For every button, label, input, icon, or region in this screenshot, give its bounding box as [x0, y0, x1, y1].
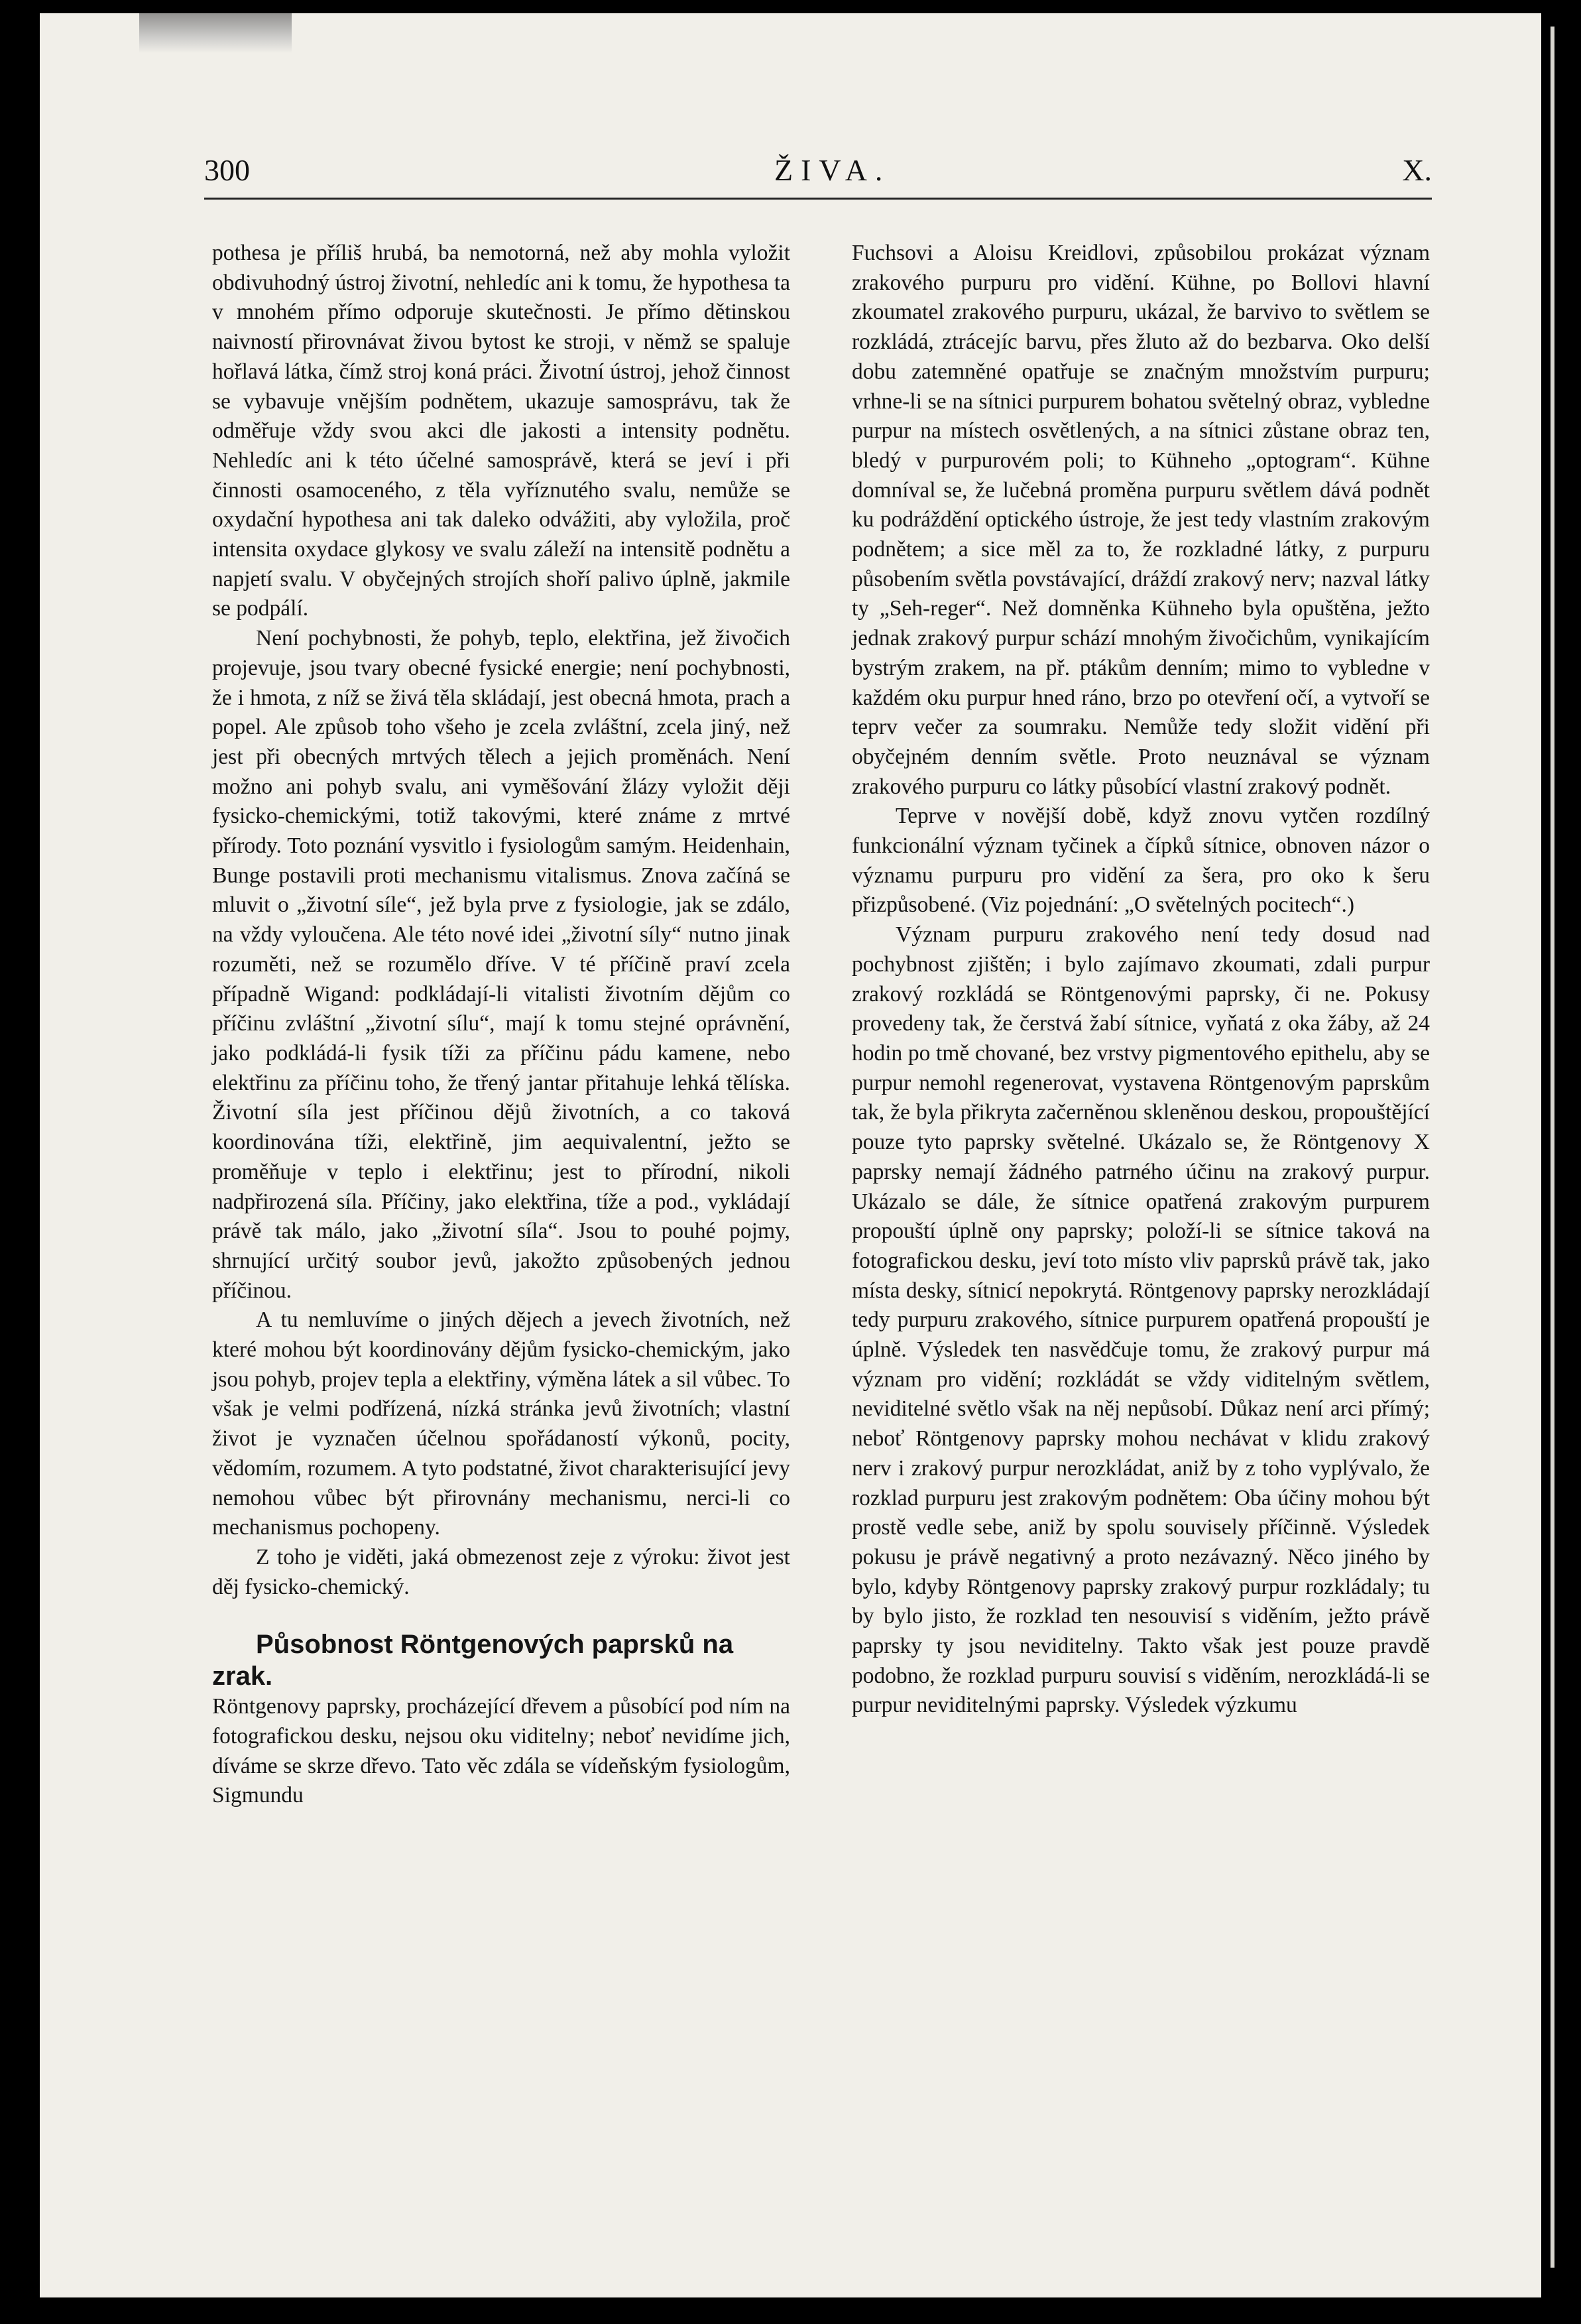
header-rule [204, 198, 1432, 200]
scan-smudge [139, 13, 292, 53]
paragraph: Teprve v novější době, když znovu vytčen rozdílný funkcionální význam tyčinek a čípků sítnice, obnoven názor o významu purpuru pro vidění za šera, pro oko k šeru přizpůsobené. (Viz pojednání: „O světelných pocitech“.) [852, 804, 1430, 918]
page-number: 300 [204, 153, 250, 187]
binding-line [1551, 27, 1554, 2268]
section-heading: Působnost Röntgenových paprsků na zrak. [212, 1630, 734, 1691]
paragraph: Röntgenovy paprsky, procházející dřevem a působící pod ním na fotografickou desku, nejsou oku viditelny; neboť nevidíme jich, díváme se skrze dřevo. Tato věc zdála se vídeňským fysiologům, Sigmundu [212, 1694, 790, 1808]
volume-number: X. [1402, 153, 1432, 187]
right-column [852, 239, 1430, 1721]
paragraph: Fuchsovi a Aloisu Kreidlovi, způsobilou prokázat význam zrakového purpuru pro vidění. Kühne, po Bollovi hlavní zkoumatel zrakového purpuru, ukázal, že barvivo to světlem se rozkládá, ztrácejíc barvu, přes žluto až do bezbarva. Oko delší dobu zatemněné opatřuje se značným množstvím purpuru; vrhne-li se na sítnici purpurem bohatou světelný obraz, vybledne purpur na místech osvětlených, a na sítnici zůstane obraz ten, bledý v purpurovém poli; to Kühneho „optogram“. Kühne domníval se, že lučebná proměna purpuru světlem dává podnět ku podráždění optického ústroje, že jest tedy vlastním zrakovým podnětem; a sice měl za to, že rozkladné látky, z purpuru působením světla povstávající, dráždí zrakový nerv; nazval látky ty „Seh-reger“. Než domněnka Kühneho byla opuštěna, ježto jednak zrakový purpur schází mnohým živočichům, vynikajícím bystrým zrakem, na př. ptákům denním; mimo to vybledne v každém oku purpur hned ráno, brzo po otevření očí, a vytvoří se teprv večer za soumraku. Nemůže tedy složit vidění při obyčejném denním světle. Proto neuznával se význam zrakového purpuru co látky působící vlastní zrakový podnět. [852, 241, 1430, 799]
running-header [204, 153, 1432, 192]
paragraph: pothesa je příliš hrubá, ba nemotorná, než aby mohla vyložit obdivuhodný ústroj životní, nehledíc ani k tomu, že hypothesa ta v mnohém přímo odporuje skutečnosti. Je přímo dětinskou naivností přirovnávat živou bytost ke stroji, v němž se spaluje hořlavá látka, čímž stroj koná práci. Životní ústroj, jehož činnost se vybavuje vnějším podnětem, ukazuje samosprávu, tak že odměřuje vždy svou akci dle jakosti a intensity podnětu. Nehledíc ani k této účelné samosprávě, která se jeví i při činnosti osamoceného, z těla vyříznutého svalu, nemůže se oxydační hypothesa ani tak daleko odvážiti, aby vyložila, proč intensita oxydace glykosy ve svalu záleží na intensitě podnětu a napjetí svalu. V obyčejných strojích shoří palivo úplně, jakmile se podpálí. [212, 241, 790, 621]
spacer [212, 1602, 790, 1628]
paragraph: A tu nemluvíme o jiných dějech a jevech životních, než které mohou být koordinovány dějům fysicko-chemickým, jako jsou pohyb, projev tepla a elektřiny, výměna látek a sil vůbec. To však je velmi podřízená, nízká stránka jevů životních; vlastní život je vyznačen účelnou spořádaností výkonů, pocity, vědomím, rozumem. A tyto podstatné, život charakterisující jevy nemohou vůbec být přirovnány mechanismu, nerci-li co mechanismus pochopeny. [212, 1308, 790, 1540]
paragraph: Není pochybnosti, že pohyb, teplo, elektřina, jež živočich projevuje, jsou tvary obecné fysické energie; není pochybnosti, že i hmota, z níž se živá těla skládají, jest obecná hmota, prach a popel. Ale způsob toho všeho je zcela zvláštní, zcela jiný, než jest při obecných mrtvých tělech a jejich proměnách. Není možno ani pohyb svalu, ani vyměšování žlázy vyložit ději fysicko-chemickými, totiž takovými, které známe z mrtvé přírody. Toto poznání vysvitlo i fysiologům samým. Heidenhain, Bunge postavili proti mechanismu vitalismus. Znova začíná se mluvit o „životní síle“, jež byla prve z fysiologie, jak se zdálo, na vždy vyloučena. Ale této nové idei „životní síly“ nutno jinak rozuměti, než se rozumělo dříve. V té příčině praví zcela případně Wigand: podkládají-li vitalisti životním dějům co příčinu zvláštní „životní sílu“, mají k tomu stejné oprávnění, jako podkládá-li fysik tíži za příčinu pádu kamene, nebo elektřinu za příčinu toho, že třený jantar přitahuje lehká tělíska. Životní síla jest příčinou dějů životních, a co taková koordinována tíži, elektřině, jim aequivalentní, ježto se proměňuje v teplo i elektřinu; jest to přírodní, nikoli nadpřirozená síla. Příčiny, jako elektřina, tíže a pod., vykládají právě tak málo, jako „životní síla“. Jsou to pouhé pojmy, shrnující určitý soubor jevů, jakožto způsobených jednou příčinou. [212, 626, 790, 1303]
scan-border [1541, 0, 1581, 2324]
paragraph: Význam purpuru zrakového není tedy dosud nad pochybnost zjištěn; i bylo zajímavo zkoumati, zdali purpur zrakový rozkládá se Röntgenovými paprsky, či ne. Pokusy provedeny tak, že čerstvá žabí sítnice, vyňatá z oka žáby, až 24 hodin po tmě chované, bez vrstvy pigmentového epithelu, aby se purpur nemohl regenerovat, vystavena Röntgenovým paprskům tak, že byla přikryta začerněnou skleněnou deskou, propouštějící pouze tyto paprsky světelné. Ukázalo se, že Röntgenovy X paprsky nemají žádného patrného účinu na zrakový purpur. Ukázalo se dále, že sítnice opatřená zrakovým purpurem propouští úplně ony paprsky; položí-li se sítnice taková na fotografickou desku, jeví toto místo vliv paprsků právě tak, jako místa desky, sítnicí nepokrytá. Röntgenovy paprsky nerozkládají tedy purpuru zrakového, sítnice purpurem opatřená propouští je úplně. Výsledek ten nasvědčuje tomu, že zrakový purpur má význam pro vidění; rozkládát se vždy viditelným světlem, neviditelné světlo však na něj nepůsobí. Důkaz není arci přímý; neboť Röntgenovy paprsky mohou nechávat v klidu zrakový nerv i zrakový purpur nerozkládat, aniž by z toho vyplývalo, že rozklad purpuru jest zrakovým podnětem: Oba účiny mohou být prostě vedle sebe, aniž by spolu souvisely příčinně. Výsledek pokusu je právě negativný a proto nezávazný. Něco jiného by bylo, kdyby Röntgenovy paprsky zrakový purpur rozkládaly; tu by bylo jisto, že rozklad ten nesouvisí s viděním, ježto právě paprsky ty jsou neviditelny. Takto však jest pouze pravdě podobno, že rozklad purpuru souvisí s viděním, nerozkládá-li se purpur neviditelnými paprsky. Výsledek výzkumu [852, 922, 1430, 1718]
left-column [212, 239, 790, 1811]
scanned-page [40, 13, 1541, 2297]
journal-title: ŽIVA. [774, 153, 891, 187]
paragraph: Z toho je viděti, jaká obmezenost zeje z výroku: život jest děj fysicko-chemický. [212, 1544, 790, 1599]
